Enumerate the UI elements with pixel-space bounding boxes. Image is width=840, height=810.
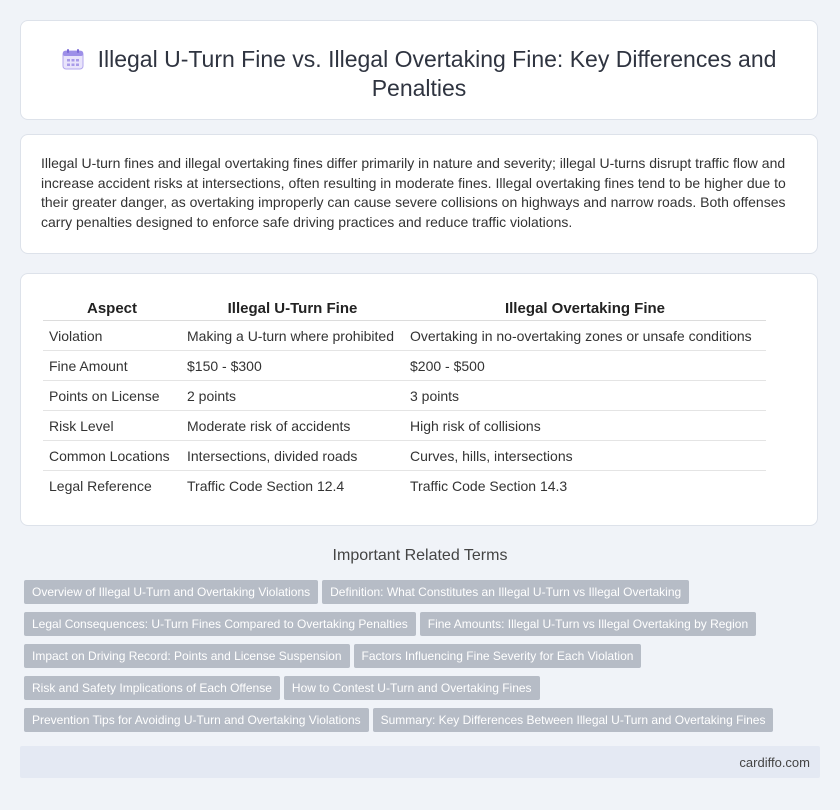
- table-cell: $200 - $500: [404, 351, 766, 381]
- footer-site-link[interactable]: cardiffo.com: [739, 755, 810, 770]
- related-term-tag[interactable]: Impact on Driving Record: Points and License Suspension: [24, 644, 350, 668]
- table-cell: High risk of collisions: [404, 411, 766, 441]
- related-term-tag[interactable]: Factors Influencing Fine Severity for Each Violation: [354, 644, 642, 668]
- related-term-tag[interactable]: Definition: What Constitutes an Illegal U-Turn vs Illegal Overtaking: [322, 580, 689, 604]
- table-header-row: [43, 296, 766, 321]
- table-row: [43, 351, 766, 381]
- page-title-wrap: [21, 45, 817, 103]
- table-row: [43, 441, 766, 471]
- table-cell: Fine Amount: [43, 351, 181, 381]
- table-cell: Intersections, divided roads: [181, 441, 404, 471]
- page-title: Illegal U-Turn Fine vs. Illegal Overtaking Fine: Key Differences and Penalties: [97, 46, 777, 101]
- related-term-tag[interactable]: Fine Amounts: Illegal U-Turn vs Illegal Overtaking by Region: [420, 612, 756, 636]
- table-row: [43, 321, 766, 351]
- table-cell: Legal Reference: [49, 478, 152, 494]
- table-cell: Common Locations: [43, 441, 181, 471]
- title-card: [20, 20, 818, 120]
- table-cell: 3 points: [404, 381, 766, 411]
- comparison-card: [20, 273, 818, 526]
- table-cell: Overtaking in no-overtaking zones or unsafe conditions: [404, 321, 766, 351]
- related-term-tag[interactable]: Prevention Tips for Avoiding U-Turn and Overtaking Violations: [24, 708, 369, 732]
- related-term-tag[interactable]: Risk and Safety Implications of Each Offense: [24, 676, 280, 700]
- table-cell: Points on License: [43, 381, 181, 411]
- table-cell: 2 points: [181, 381, 404, 411]
- table-row: [43, 471, 766, 501]
- related-terms-list: [24, 580, 824, 740]
- header-overtaking: Illegal Overtaking Fine: [404, 296, 766, 321]
- table-cell: Violation: [43, 321, 181, 351]
- table-row: [43, 411, 766, 441]
- related-term-tag[interactable]: Summary: Key Differences Between Illegal U-Turn and Overtaking Fines: [373, 708, 774, 732]
- table-cell: Traffic Code Section 12.4: [187, 478, 345, 494]
- table-cell: Curves, hills, intersections: [404, 441, 766, 471]
- table-cell: Risk Level: [43, 411, 181, 441]
- intro-card: [20, 134, 818, 254]
- comparison-table: [43, 296, 766, 501]
- related-term-tag[interactable]: How to Contest U-Turn and Overtaking Fines: [284, 676, 540, 700]
- related-terms-title: Important Related Terms: [332, 547, 508, 564]
- table-cell: Moderate risk of accidents: [181, 411, 404, 441]
- related-term-tag[interactable]: Overview of Illegal U-Turn and Overtaking Violations: [24, 580, 318, 604]
- related-term-tag[interactable]: Legal Consequences: U-Turn Fines Compared to Overtaking Penalties: [24, 612, 416, 636]
- header-uturn: Illegal U-Turn Fine: [181, 296, 404, 321]
- table-row: [43, 381, 766, 411]
- header-aspect: Aspect: [43, 296, 181, 321]
- table-cell: Making a U-turn where prohibited: [181, 321, 404, 351]
- table-cell: $150 - $300: [181, 351, 404, 381]
- footer-bar: [20, 746, 820, 778]
- calendar-icon: [62, 48, 84, 70]
- table-cell: Traffic Code Section 14.3: [410, 478, 568, 494]
- intro-paragraph: Illegal U-turn fines and illegal overtaking fines differ primarily in nature and severity; illegal U-turns disrupt traffic flow and increase accident risks at intersections, often resulting in moderate fines. Illegal overtaking fines tend to be higher due to their greater danger, as overtaking improperly can cause severe collisions on highways and narrow roads. Both offenses carry penalties designed to enforce safe driving practices and reduce traffic violations.: [41, 155, 786, 230]
